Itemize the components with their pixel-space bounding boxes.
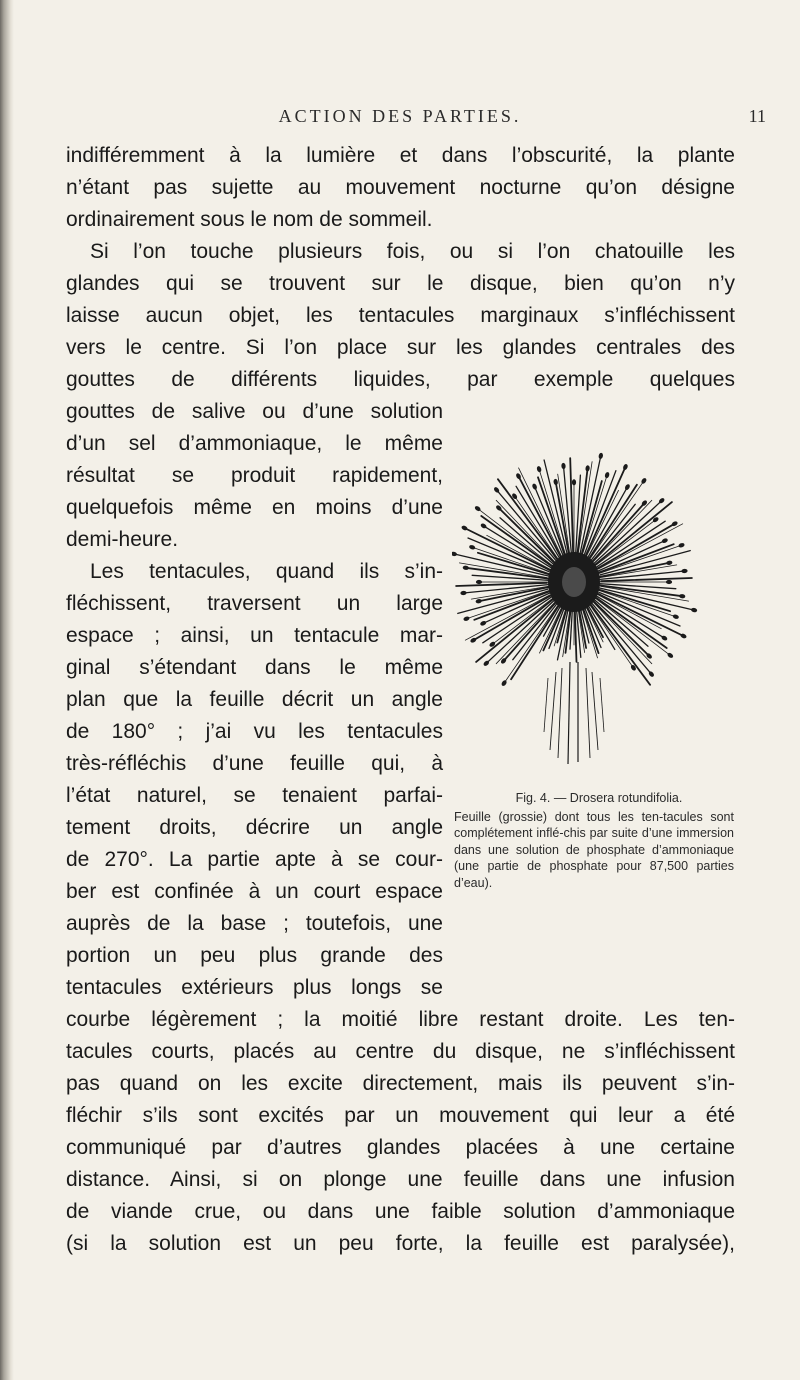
tentacle-gland <box>452 552 457 556</box>
tentacle-gland <box>586 466 590 472</box>
tentacle-line <box>590 601 652 674</box>
drosera-leaf-illustration <box>452 432 714 772</box>
caption-body: Feuille (grossie) dont tous les ten-tacules sont complétement inflé-chis par suite d’une immersion dans une solution de phosphate d’ammoniaque (une partie de phosphate pour 87,500 parties d’eau). <box>454 809 734 890</box>
tentacle-gland <box>461 525 467 530</box>
tentacle-gland <box>483 660 489 666</box>
body-line: de 180° ; j’ai vu les tentacules <box>66 720 443 743</box>
tentacle-gland <box>623 464 628 470</box>
running-header: ACTION DES PARTIES. <box>278 106 522 126</box>
body-line: Les tentacules, quand ils s’in- <box>90 560 443 583</box>
tentacle-gland <box>463 566 469 570</box>
tentacle-gland <box>666 580 671 583</box>
tentacle-line <box>590 503 644 563</box>
tentacle-gland <box>666 561 672 565</box>
tentacle-line <box>575 608 577 662</box>
tentacle-gland <box>501 658 507 664</box>
body-line: plan que la feuille décrit un angle <box>66 688 443 711</box>
body-line: fléchir s’ils sont excités par un mouvement qui leur a été <box>66 1104 735 1127</box>
body-line: ordinairement sous le nom de sommeil. <box>66 208 433 231</box>
body-line: portion un peu plus grande des <box>66 944 443 967</box>
tentacle-gland <box>673 614 679 619</box>
tentacle-gland <box>464 616 470 621</box>
tentacle-line <box>504 600 558 661</box>
tentacle-line <box>486 600 554 663</box>
body-line: gouttes de différents liquides, par exemple quelques <box>66 368 735 391</box>
tentacle-gland <box>554 479 558 485</box>
tentacle-gland <box>476 599 482 603</box>
body-line: de 270°. La partie apte à se cour- <box>66 848 443 871</box>
body-line: pas quand on les excite directement, mais ils peuvent s’in- <box>66 1072 735 1095</box>
tentacle-gland <box>641 500 647 506</box>
tentacle-gland <box>599 453 603 459</box>
tentacle-line <box>594 501 662 564</box>
tentacle-gland <box>646 653 652 659</box>
body-line: espace ; ainsi, un tentacule mar- <box>66 624 443 647</box>
tentacle-gland <box>667 653 673 659</box>
body-line: courbe légèrement ; la moitié libre restant droite. Les ten- <box>66 1008 735 1031</box>
page-gutter-shadow <box>0 0 14 1380</box>
tentacle-gland <box>476 580 481 583</box>
body-line: glandes qui se trouvent sur le disque, bien qu’on n’y <box>66 272 735 295</box>
body-line: Si l’on touche plusieurs fois, ou si l’on chatouille les <box>90 240 735 263</box>
tentacle-gland <box>682 569 687 573</box>
body-line: de viande crue, ou dans une faible solution d’ammoniaque <box>66 1200 735 1223</box>
tentacle-gland <box>516 473 521 479</box>
tentacle-gland <box>481 523 487 528</box>
tentacle-gland <box>494 487 500 493</box>
tentacle-gland <box>679 543 685 548</box>
body-line: laisse aucun objet, les tentacules marginaux s’infléchissent <box>66 304 735 327</box>
tentacle-gland <box>532 484 537 490</box>
body-line: d’un sel d’ammoniaque, le même <box>66 432 443 455</box>
page-number: 11 <box>748 106 766 126</box>
tentacle-gland <box>480 621 486 626</box>
tentacle-gland <box>691 608 697 612</box>
body-line: demi-heure. <box>66 528 179 551</box>
body-line: fléchissent, traversent un large <box>66 592 443 615</box>
body-line: tacules courts, placés au centre du disque, ne s’infléchissent <box>66 1040 735 1063</box>
body-line: n’étant pas sujette au mouvement nocturne qu’on désigne <box>66 176 735 199</box>
body-line: distance. Ainsi, si on plonge une feuille dans une infusion <box>66 1168 735 1191</box>
tentacle-gland <box>648 671 654 677</box>
body-line: indifféremment à la lumière et dans l’obscurité, la plante <box>66 144 735 167</box>
body-line: très-réfléchis d’une feuille qui, à <box>66 752 443 775</box>
tentacle-gland <box>475 506 481 512</box>
body-line: tentacules extérieurs plus longs se <box>66 976 443 999</box>
body-line: ginal s’étendant dans le même <box>66 656 443 679</box>
tentacle-gland <box>562 463 566 468</box>
tentacle-gland <box>572 480 575 485</box>
body-line: vers le centre. Si l’on place sur les glandes centrales des <box>66 336 735 359</box>
body-line: quelquefois même en moins d’une <box>66 496 443 519</box>
body-line: communiqué par d’autres glandes placées à une certaine <box>66 1136 735 1159</box>
tentacle-gland <box>470 638 476 643</box>
tentacle-gland <box>679 594 685 598</box>
tentacle-gland <box>469 545 475 550</box>
body-line: gouttes de salive ou d’une solution <box>66 400 443 423</box>
figure-caption <box>454 790 734 891</box>
tentacle-gland <box>625 484 630 490</box>
body-line: résultat se produit rapidement, <box>66 464 443 487</box>
body-line: (si la solution est un peu forte, la feuille est paralysée), <box>66 1232 735 1255</box>
tentacle-gland <box>641 478 647 484</box>
body-line: l’état naturel, se tenaient parfai- <box>66 784 443 807</box>
body-line: auprès de la base ; toutefois, une <box>66 912 443 935</box>
tentacle-gland <box>461 591 466 595</box>
tentacle-gland <box>680 633 686 638</box>
tentacle-gland <box>661 635 667 640</box>
tentacle-gland <box>659 498 665 504</box>
tentacle-gland <box>496 505 502 511</box>
tentacle-gland <box>672 521 678 526</box>
tentacle-gland <box>501 680 507 686</box>
body-line: ber est confinée à un court espace <box>66 880 443 903</box>
tentacle-gland <box>537 466 542 472</box>
tentacle-gland <box>662 538 668 543</box>
caption-title: Fig. 4. — Drosera rotundifolia. <box>515 791 683 805</box>
body-line: tement droits, décrire un angle <box>66 816 443 839</box>
leaf-stalk <box>544 662 604 764</box>
tentacle-gland <box>605 472 610 478</box>
